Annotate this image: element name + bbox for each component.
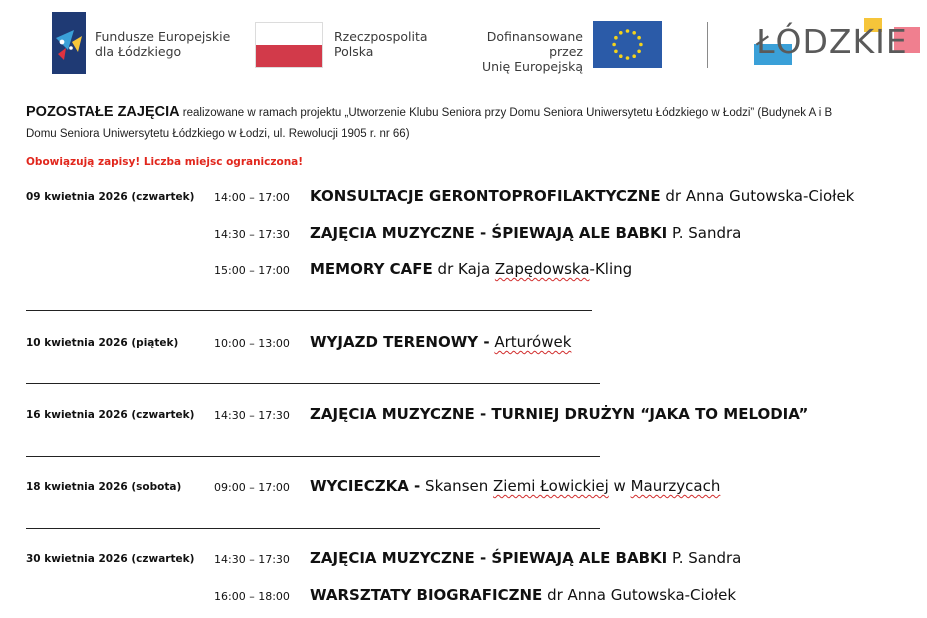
event-host: P. Sandra [667, 549, 742, 567]
event-description [310, 477, 720, 495]
event-time: 09:00 – 17:00 [214, 481, 290, 494]
event-time: 14:30 – 17:30 [214, 228, 290, 241]
registration-notice: Obowiązują zapisy! Liczba miejsc ograniczona! [26, 156, 304, 168]
event-description [310, 260, 632, 278]
event-title: ZAJĘCIA MUZYCZNE - ŚPIEWAJĄ ALE BABKI [310, 224, 668, 242]
event-place-town: Maurzycach [630, 477, 721, 495]
event-time: 15:00 – 17:00 [214, 264, 290, 277]
event-title: MEMORY CAFE [310, 260, 433, 278]
event-place-prefix: Skansen [420, 477, 494, 495]
event-host: dr Anna Gutowska-Ciołek [542, 586, 737, 604]
event-title: WYJAZD TERENOWY - [310, 333, 490, 351]
section-separator [26, 456, 600, 457]
event-host-prefix: dr Kaja [432, 260, 495, 278]
event-description [310, 405, 808, 423]
logo-bar [0, 0, 927, 90]
schedule-row [0, 548, 927, 572]
event-date: 16 kwietnia 2026 (czwartek) [26, 409, 195, 421]
rp-logo-line1: Rzeczpospolita [334, 29, 428, 44]
rp-logo-line2: Polska [334, 44, 374, 59]
logo-divider [707, 22, 708, 68]
schedule-row [0, 404, 927, 428]
fe-logo-line2: dla Łódzkiego [95, 44, 182, 59]
event-description [310, 549, 741, 567]
rp-logo-text [334, 29, 428, 59]
section-separator [26, 383, 600, 384]
schedule-row [0, 585, 927, 609]
schedule-row [0, 332, 927, 356]
fe-logo-line1: Fundusze Europejskie [95, 29, 231, 44]
fundusze-europejskie-logo-icon [52, 12, 86, 74]
header-line-1 [26, 104, 832, 120]
event-date: 30 kwietnia 2026 (czwartek) [26, 553, 195, 565]
event-description [310, 224, 741, 242]
event-time: 16:00 – 18:00 [214, 590, 290, 603]
eu-logo-line1: Dofinansowane przez [486, 29, 583, 59]
eu-logo-text [453, 29, 583, 74]
event-place: Arturówek [494, 333, 572, 351]
event-place-region: Ziemi Łowickiej [493, 477, 609, 495]
event-description [310, 187, 854, 205]
header-line-2: Domu Seniora Uniwersytetu Łódzkiego w Łodzi, ul. Rewolucji 1905 r. nr 66) [26, 128, 410, 140]
page-title: POZOSTAŁE ZAJĘCIA [26, 104, 180, 120]
section-separator [26, 310, 592, 311]
event-time: 14:30 – 17:30 [214, 409, 290, 422]
poland-flag-icon [255, 22, 323, 68]
eu-flag-icon [593, 21, 662, 68]
header-description: realizowane w ramach projektu „Utworzenie Klubu Seniora przy Domu Seniora Uniwersytetu Łódzkiego w Łodzi” (Budynek A i B [179, 107, 833, 119]
event-date: 18 kwietnia 2026 (sobota) [26, 481, 182, 493]
schedule-row [0, 186, 927, 210]
event-date: 10 kwietnia 2026 (piątek) [26, 337, 179, 349]
lodzkie-logo-wordmark: ŁÓDZKIE [756, 22, 908, 61]
event-host: dr Anna Gutowska-Ciołek [660, 187, 855, 205]
eu-logo-line2: Unię Europejską [481, 59, 583, 74]
schedule-row [0, 259, 927, 283]
event-place-joiner: w [608, 477, 631, 495]
event-title: WYCIECZKA - [310, 477, 421, 495]
event-time: 14:00 – 17:00 [214, 191, 290, 204]
event-host-suffix: -Kling [589, 260, 633, 278]
event-description [310, 333, 571, 351]
event-time: 14:30 – 17:30 [214, 553, 290, 566]
schedule-row [0, 223, 927, 247]
event-host-name: Zapędowska [494, 260, 590, 278]
event-host: P. Sandra [667, 224, 742, 242]
section-separator [26, 528, 600, 529]
event-description [310, 586, 736, 604]
event-title: ZAJĘCIA MUZYCZNE - TURNIEJ DRUŻYN “JAKA TO MELODIA” [310, 405, 809, 423]
fe-logo-text [95, 29, 230, 59]
event-date: 09 kwietnia 2026 (czwartek) [26, 191, 195, 203]
event-title: KONSULTACJE GERONTOPROFILAKTYCZNE [310, 187, 661, 205]
event-title: ZAJĘCIA MUZYCZNE - ŚPIEWAJĄ ALE BABKI [310, 549, 668, 567]
event-time: 10:00 – 13:00 [214, 337, 290, 350]
schedule-row [0, 476, 927, 500]
event-title: WARSZTATY BIOGRAFICZNE [310, 586, 543, 604]
